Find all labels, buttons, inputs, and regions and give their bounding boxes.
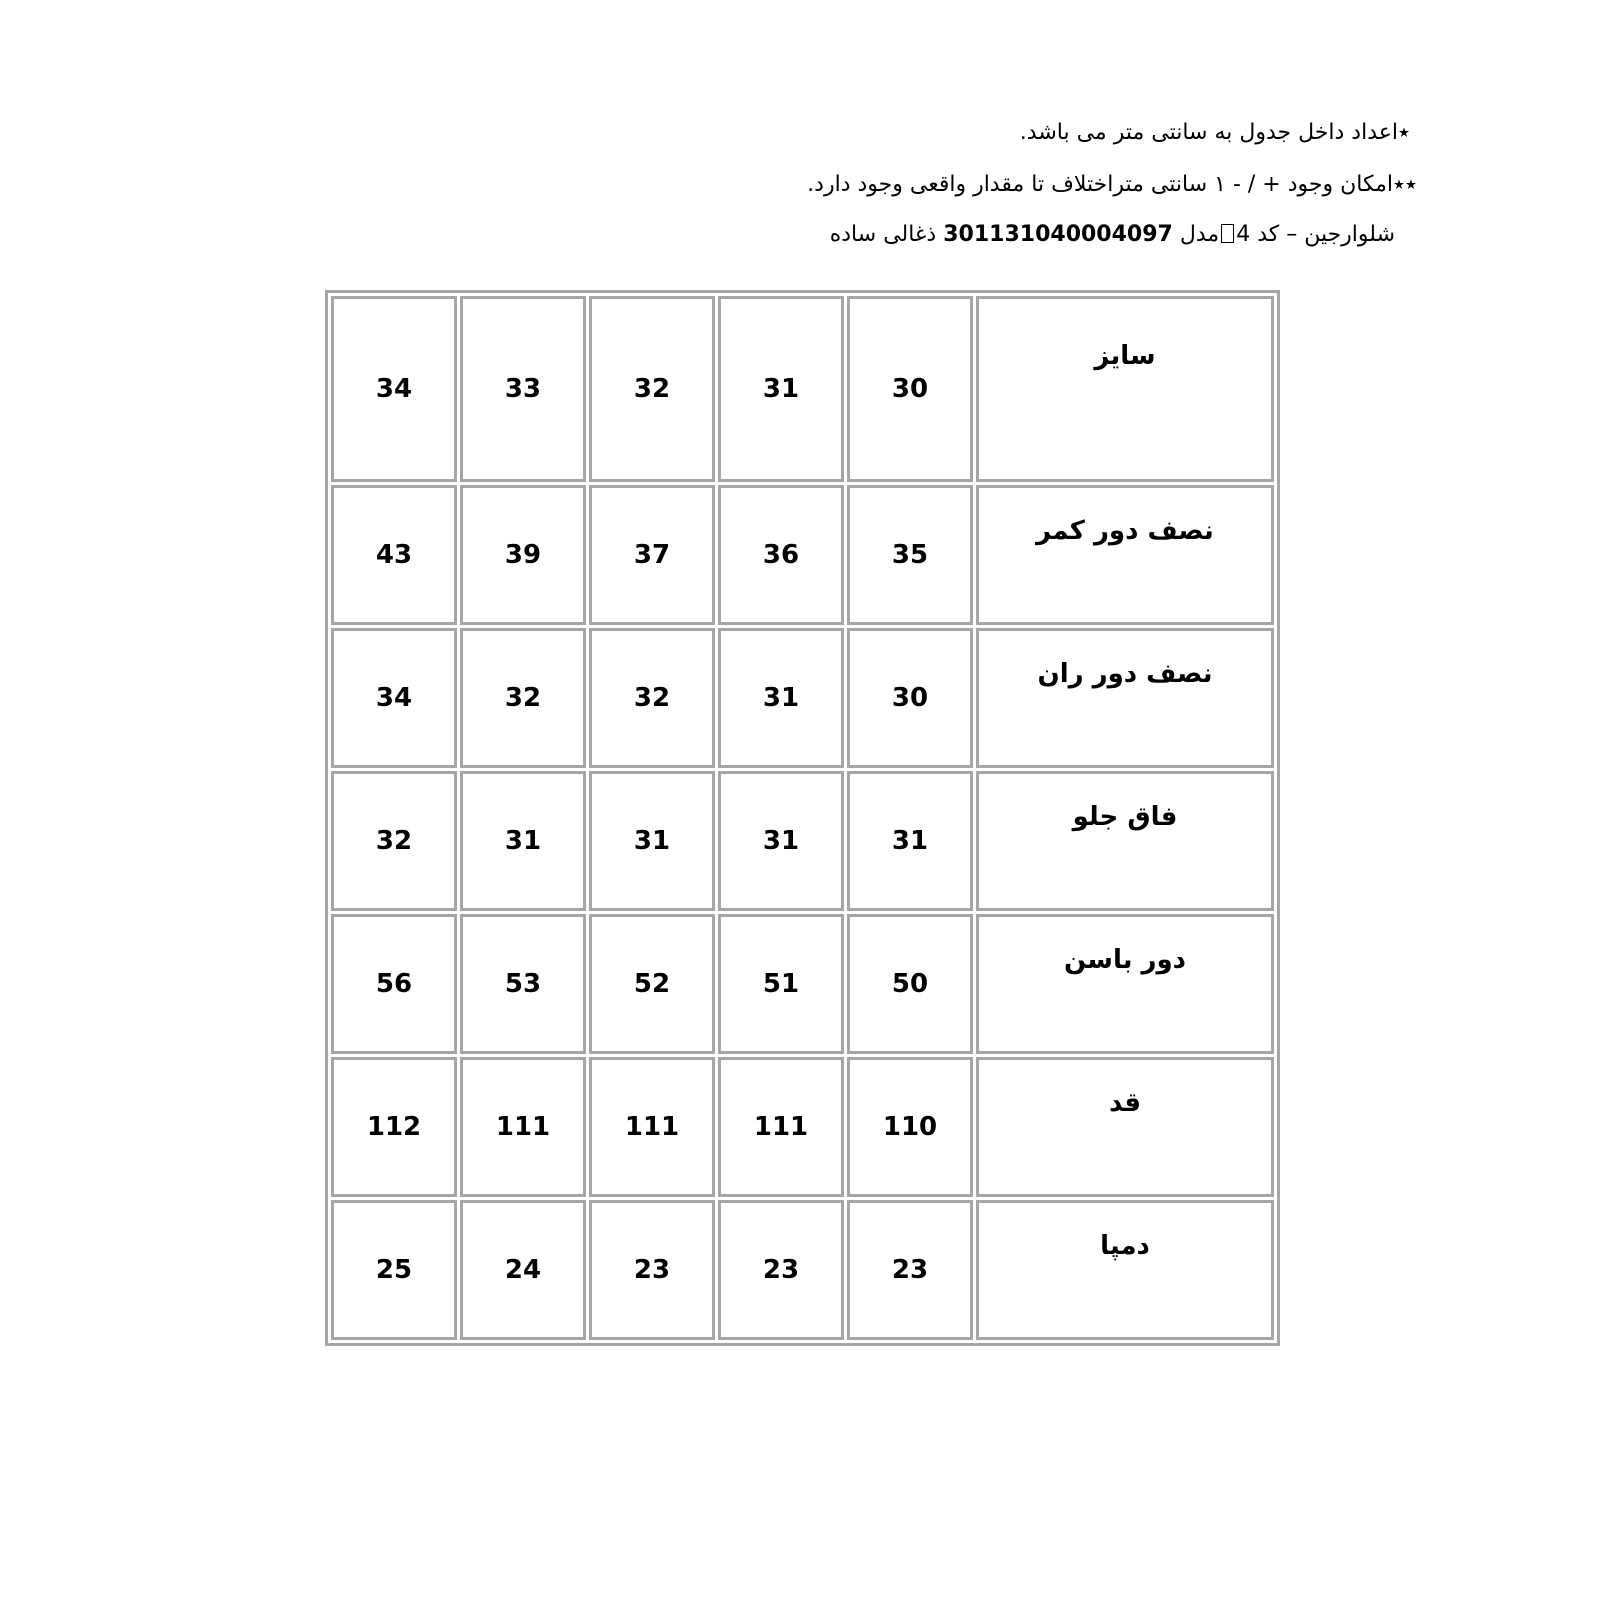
- table-cell: 111: [460, 1057, 586, 1197]
- product-prefix: شلوارجین – کد: [1257, 222, 1395, 247]
- product-title: [830, 220, 1395, 250]
- table-row-waist: [331, 485, 1274, 625]
- table-cell: 30: [847, 296, 973, 482]
- row-label: نصف دور کمر: [976, 485, 1274, 625]
- table-cell: 32: [589, 296, 715, 482]
- table-cell: 31: [589, 771, 715, 911]
- table-cell: 34: [331, 296, 457, 482]
- table-cell: 32: [331, 771, 457, 911]
- table-cell: 39: [460, 485, 586, 625]
- box-icon: [1221, 224, 1234, 243]
- table-cell: 24: [460, 1200, 586, 1340]
- row-label: نصف دور ران: [976, 628, 1274, 768]
- product-description: ذغالی ساده: [829, 222, 937, 247]
- table-cell: 53: [460, 914, 586, 1054]
- table-cell: 51: [718, 914, 844, 1054]
- table-cell: 50: [847, 914, 973, 1054]
- table-cell: 31: [718, 628, 844, 768]
- table-cell: 43: [331, 485, 457, 625]
- table-cell: 23: [718, 1200, 844, 1340]
- table-cell: 23: [589, 1200, 715, 1340]
- table-row-front-rise: [331, 771, 1274, 911]
- table-cell: 110: [847, 1057, 973, 1197]
- table-row-size: [331, 296, 1274, 482]
- table-row-hip: [331, 914, 1274, 1054]
- row-label: فاق جلو: [976, 771, 1274, 911]
- table-row-length: [331, 1057, 1274, 1197]
- table-cell: 112: [331, 1057, 457, 1197]
- table-row-thigh: [331, 628, 1274, 768]
- note-tolerance: ٭٭امکان وجود + / - ۱ سانتی متراختلاف تا مقدار واقعی وجود دارد.: [807, 172, 1417, 197]
- row-label: قد: [976, 1057, 1274, 1197]
- row-label: دمپا: [976, 1200, 1274, 1340]
- table-cell: 31: [847, 771, 973, 911]
- note-cm-units: ٭اعداد داخل جدول به سانتی متر می باشد.: [1019, 120, 1410, 145]
- table-cell: 23: [847, 1200, 973, 1340]
- table-cell: 33: [460, 296, 586, 482]
- table-cell: 32: [460, 628, 586, 768]
- table-cell: 37: [589, 485, 715, 625]
- product-code: 301131040004097: [943, 222, 1173, 247]
- table-cell: 111: [589, 1057, 715, 1197]
- table-cell: 25: [331, 1200, 457, 1340]
- row-label: سایز: [976, 296, 1274, 482]
- table-cell: 30: [847, 628, 973, 768]
- table-cell: 52: [589, 914, 715, 1054]
- row-label: دور باسن: [976, 914, 1274, 1054]
- table-cell: 31: [718, 296, 844, 482]
- table-cell: 31: [460, 771, 586, 911]
- size-table: [325, 290, 1280, 1346]
- product-digit: 4: [1236, 222, 1251, 247]
- table-cell: 34: [331, 628, 457, 768]
- model-label: مدل: [1179, 222, 1220, 247]
- table-cell: 32: [589, 628, 715, 768]
- table-cell: 35: [847, 485, 973, 625]
- table-cell: 31: [718, 771, 844, 911]
- table-row-hem: [331, 1200, 1274, 1340]
- table-cell: 56: [331, 914, 457, 1054]
- table-cell: 36: [718, 485, 844, 625]
- table-cell: 111: [718, 1057, 844, 1197]
